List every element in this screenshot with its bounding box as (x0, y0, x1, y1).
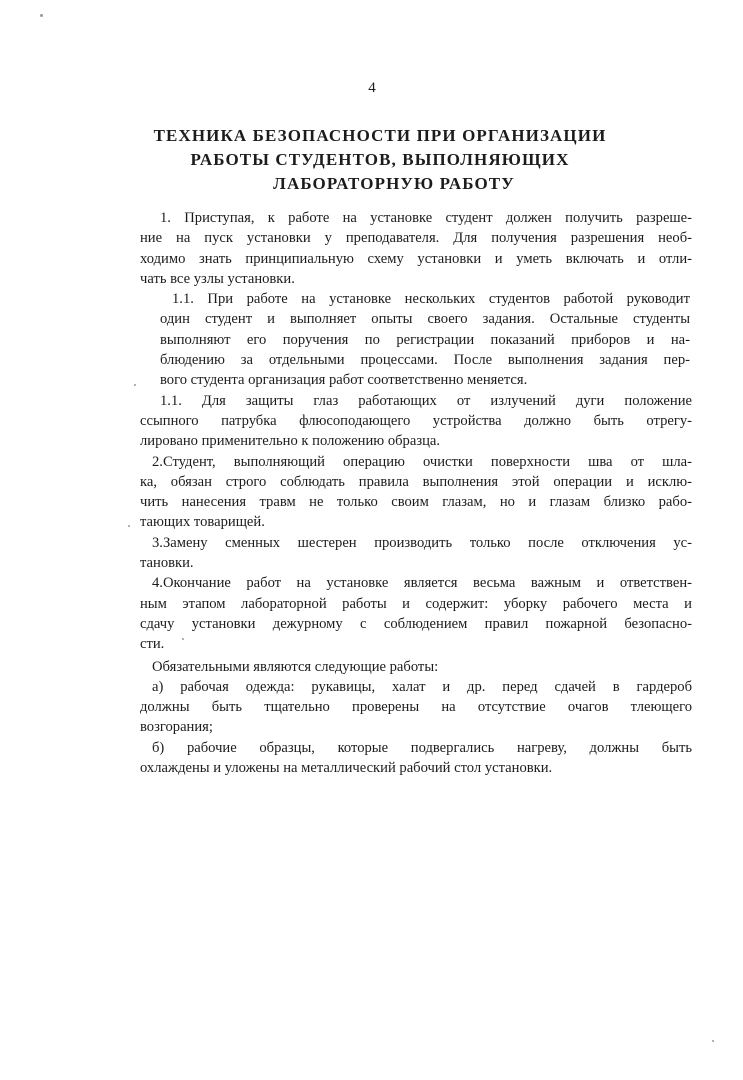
text-line: Обязательными являются следующие работы: (152, 658, 439, 675)
text-line: охлаждены и уложены на металлический рабочий стол установки. (140, 760, 553, 777)
text-line: возгорания; (140, 719, 213, 736)
text-line: тановки. (140, 555, 194, 572)
paragraph-1-1-b (140, 391, 692, 452)
scan-speck (182, 638, 184, 640)
text-line: должны быть тщательно проверены на отсутствие очагов тлеющего (140, 699, 692, 716)
text-line: чить нанесения травм не только своим глазам, но и глазам близко рабо- (140, 494, 692, 511)
text-line: тающих товарищей. (140, 514, 265, 531)
scan-speck (134, 384, 136, 386)
text-line: 1. Приступая, к работе на установке студент должен получить разреше- (160, 210, 692, 226)
paragraph-obligatory (140, 657, 692, 677)
paragraph-2 (140, 452, 692, 533)
text-line: вого студента организация работ соответственно меняется. (160, 372, 528, 389)
text-line: сдачу установки дежурному с соблюдением правил пожарной безопасно- (140, 615, 692, 632)
text-line: чать все узлы установки. (140, 270, 295, 287)
text-line: ка, обязан строго соблюдать правила выполнения этой операции и исклю- (140, 473, 692, 490)
text-line: ходимо знать принципиальную схему установки и уметь включать и отли- (140, 250, 692, 267)
section-title (100, 124, 660, 196)
title-line: ЛАБОРАТОРНУЮ РАБОТУ (273, 174, 515, 193)
title-line: РАБОТЫ СТУДЕНТОВ, ВЫПОЛНЯЮЩИХ (190, 150, 570, 169)
title-line: ТЕХНИКА БЕЗОПАСНОСТИ ПРИ ОРГАНИЗАЦИИ (153, 126, 607, 145)
text-line: ным этапом лабораторной работы и содержит: уборку рабочего места и (140, 595, 692, 612)
text-line: блюдению за отдельными процессами. После выполнения задания пер- (160, 352, 690, 369)
paragraph-4 (140, 573, 692, 654)
paragraph-item-a (140, 677, 692, 738)
text-line: 4.Окончание работ на установке является весьма важным и ответствен- (152, 575, 692, 592)
text-line: 1.1. При работе на установке нескольких студентов работой руководит (172, 291, 690, 308)
text-line: сти. (140, 636, 165, 653)
text-line: лировано применительно к положению образца. (140, 433, 441, 450)
paragraph-1 (140, 208, 692, 289)
text-line: ссыпного патрубка флюсоподающего устройства должно быть отрегу- (140, 412, 692, 429)
text-line: 1.1. Для защиты глаз работающих от излучений дуги положение (160, 392, 692, 409)
document-body (140, 208, 692, 778)
scan-speck (128, 525, 130, 527)
text-line: б) рабочие образцы, которые подвергались нагреву, должны быть (152, 739, 692, 756)
paragraph-3 (140, 533, 692, 574)
text-line: выполняют его поручения по регистрации показаний приборов и на- (160, 331, 690, 348)
paragraph-item-b (140, 738, 692, 779)
text-line: 2.Студент, выполняющий операцию очистки поверхности шва от шла- (152, 453, 692, 470)
paragraph-1-1 (160, 289, 690, 390)
scan-speck (40, 14, 43, 17)
text-line: ние на пуск установки у преподавателя. Для получения разрешения необ- (140, 230, 692, 247)
scan-speck (712, 1040, 714, 1042)
page-number: 4 (368, 80, 376, 96)
text-line: один студент и выполняет опыты своего задания. Остальные студенты (160, 311, 690, 328)
text-line: 3.Замену сменных шестерен производить только после отключения ус- (152, 534, 692, 551)
text-line: а) рабочая одежда: рукавицы, халат и др. перед сдачей в гардероб (152, 678, 692, 695)
